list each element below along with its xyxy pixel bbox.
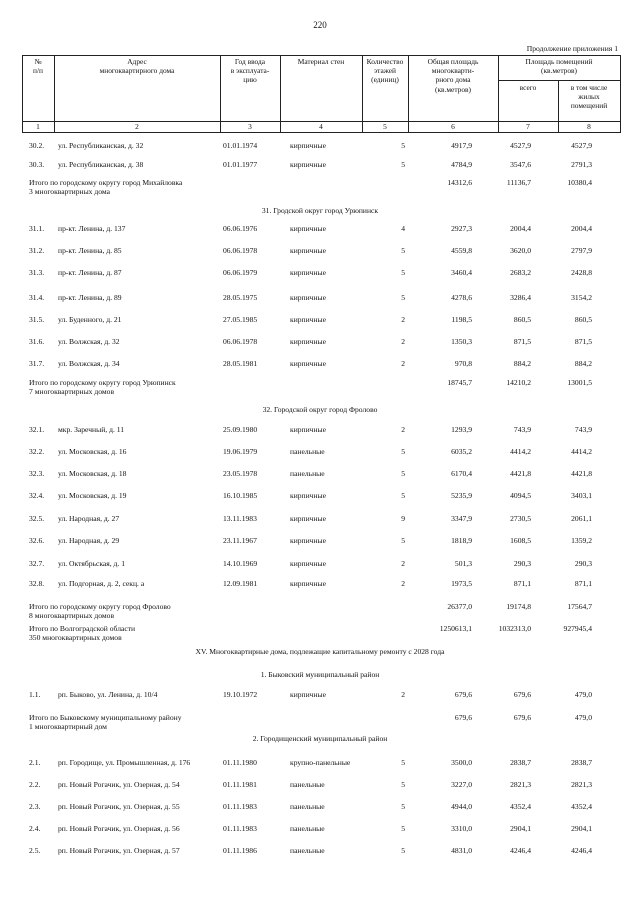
cell-address: ул. Московская, д. 16 [58, 447, 127, 456]
cell-address: рп. Новый Рогачик, ул. Озерная, д. 57 [58, 846, 180, 855]
cell-area-living: 2904,1 [571, 824, 592, 833]
table-row [0, 535, 640, 546]
cell-year: 28.05.1981 [223, 359, 258, 368]
page-number: 220 [313, 20, 327, 30]
cell-area-all: 4352,4 [510, 802, 531, 811]
cell-material: панельные [290, 846, 325, 855]
cell-total-area: 1293,9 [451, 425, 472, 434]
header-col-num: № п/п [33, 57, 43, 76]
total-area: 26377,0 [447, 602, 472, 611]
total-area: 679,6 [454, 713, 472, 722]
cell-area-living: 479,0 [574, 690, 592, 699]
cell-address: пр-кт. Ленина, д. 87 [58, 268, 122, 277]
cell-address: ул. Волжская, д. 34 [58, 359, 120, 368]
table-row [0, 159, 640, 170]
table-row [0, 823, 640, 834]
cell-material: панельные [290, 469, 325, 478]
cell-address: ул. Республиканская, д. 32 [58, 141, 144, 150]
cell-number: 30.3. [29, 160, 45, 169]
total-label-line1: Итого по Быковскому муниципальному району [29, 713, 182, 722]
total-label-line2: 1 многоквартирный дом [29, 722, 107, 731]
cell-number: 31.5. [29, 315, 45, 324]
cell-area-all: 4421,8 [510, 469, 531, 478]
cell-year: 23.05.1978 [223, 469, 258, 478]
table-row [0, 779, 640, 790]
section-heading: 31. Гродской округ город Урюпинск [261, 206, 379, 215]
cell-total-area: 6035,2 [451, 447, 472, 456]
cell-area-all: 2838,7 [510, 758, 531, 767]
table-row [0, 446, 640, 457]
header-num-6: 6 [451, 122, 455, 131]
cell-year: 13.11.1983 [223, 514, 257, 523]
cell-floors: 5 [401, 268, 405, 277]
cell-floors: 2 [401, 579, 405, 588]
cell-material: кирпичные [290, 514, 327, 523]
cell-number: 32.7. [29, 559, 45, 568]
cell-total-area: 4944,0 [451, 802, 472, 811]
total-label [29, 602, 171, 620]
cell-address: рп. Новый Рогачик, ул. Озерная, д. 55 [58, 802, 180, 811]
cell-area-living: 2004,4 [571, 224, 592, 233]
cell-floors: 2 [401, 690, 405, 699]
cell-total-area: 6170,4 [451, 469, 472, 478]
cell-area-all: 871,5 [513, 337, 531, 346]
header-num-7: 7 [526, 122, 530, 131]
cell-year: 06.06.1979 [223, 268, 258, 277]
total-label-line1: Итого по городскому округу город Фролово [29, 602, 171, 611]
header-num-1: 1 [36, 122, 40, 131]
cell-number: 31.3. [29, 268, 45, 277]
cell-year: 23.11.1967 [223, 536, 257, 545]
cell-year: 01.11.1986 [223, 846, 257, 855]
cell-year: 19.10.1972 [223, 690, 258, 699]
cell-area-living: 1359,2 [571, 536, 592, 545]
table-row [0, 245, 640, 256]
cell-area-all: 2821,3 [510, 780, 531, 789]
table-row [0, 845, 640, 856]
cell-number: 30.2. [29, 141, 45, 150]
cell-year: 16.10.1985 [223, 491, 258, 500]
cell-year: 01.01.1974 [223, 141, 258, 150]
cell-number: 31.7. [29, 359, 45, 368]
cell-area-all: 2904,1 [510, 824, 531, 833]
cell-total-area: 4278,6 [451, 293, 472, 302]
cell-year: 01.11.1981 [223, 780, 257, 789]
cell-floors: 5 [401, 780, 405, 789]
cell-address: ул. Московская, д. 19 [58, 491, 127, 500]
cell-material: кирпичные [290, 491, 327, 500]
cell-number: 31.2. [29, 246, 45, 255]
total-label [29, 624, 135, 642]
cell-floors: 5 [401, 447, 405, 456]
table-row [0, 689, 640, 700]
total-area-all: 19174,8 [506, 602, 531, 611]
cell-material: панельные [290, 447, 325, 456]
cell-area-all: 3286,4 [510, 293, 531, 302]
cell-number: 2.5. [29, 846, 41, 855]
cell-number: 32.8. [29, 579, 45, 588]
continuation-note: Продолжение приложения 1 [526, 44, 618, 53]
cell-floors: 4 [401, 224, 405, 233]
cell-floors: 2 [401, 425, 405, 434]
cell-address: рп. Городище, ул. Промышленная, д. 176 [58, 758, 191, 767]
cell-total-area: 3310,0 [451, 824, 472, 833]
table-row [0, 267, 640, 278]
cell-floors: 2 [401, 315, 405, 324]
cell-floors: 9 [401, 514, 405, 523]
total-area-living: 479,0 [574, 713, 592, 722]
total-label-line2: 3 многоквартирных дома [29, 187, 111, 196]
total-row [0, 713, 640, 731]
cell-material: кирпичные [290, 425, 327, 434]
cell-total-area: 3227,0 [451, 780, 472, 789]
cell-total-area: 4917,9 [451, 141, 472, 150]
header-col-floors: Количество этажей (единиц) [366, 57, 404, 85]
cell-area-all: 290,3 [513, 559, 531, 568]
total-label-line2: 8 многоквартирных домов [29, 611, 115, 620]
cell-area-living: 2821,3 [571, 780, 592, 789]
cell-address: ул. Народная, д. 29 [58, 536, 120, 545]
section-heading: 1. Быковский муниципальный район [260, 670, 380, 679]
cell-total-area: 3347,9 [451, 514, 472, 523]
cell-address: ул. Подгорная, д. 2, секц. а [58, 579, 145, 588]
cell-total-area: 1973,5 [451, 579, 472, 588]
cell-address: мкр. Заречный, д. 11 [58, 425, 125, 434]
table-row [0, 336, 640, 347]
table-row [0, 424, 640, 435]
cell-year: 01.11.1983 [223, 824, 257, 833]
cell-year: 25.09.1980 [223, 425, 258, 434]
table-row [0, 314, 640, 325]
header-num-3: 3 [248, 122, 252, 131]
cell-total-area: 970,8 [454, 359, 472, 368]
cell-address: ул. Октябрьская, д. 1 [58, 559, 126, 568]
cell-area-living: 871,1 [574, 579, 592, 588]
total-area-living: 17564,7 [567, 602, 592, 611]
total-label-line1: Итого по городскому округу город Урюпинск [29, 378, 176, 387]
cell-year: 06.06.1976 [223, 224, 258, 233]
cell-year: 14.10.1969 [223, 559, 258, 568]
total-label-line1: Итого по городскому округу город Михайловка [29, 178, 183, 187]
cell-area-living: 884,2 [574, 359, 592, 368]
table-row [0, 558, 640, 569]
cell-material: кирпичные [290, 268, 327, 277]
cell-material: кирпичные [290, 690, 327, 699]
cell-floors: 5 [401, 160, 405, 169]
header-col-year: Год ввода в эксплуата- цию [230, 57, 270, 85]
total-row [0, 602, 640, 620]
cell-area-living: 2797,9 [571, 246, 592, 255]
cell-floors: 5 [401, 293, 405, 302]
cell-total-area: 5235,9 [451, 491, 472, 500]
cell-floors: 5 [401, 141, 405, 150]
header-num-8: 8 [587, 122, 591, 131]
cell-material: кирпичные [290, 246, 327, 255]
header-col-address: Адрес многоквартирного дома [99, 57, 175, 76]
cell-number: 32.3. [29, 469, 45, 478]
cell-year: 01.01.1977 [223, 160, 258, 169]
cell-address: рп. Новый Рогачик, ул. Озерная, д. 56 [58, 824, 180, 833]
cell-address: рп. Быково, ул. Ленина, д. 10/4 [58, 690, 158, 699]
cell-floors: 2 [401, 559, 405, 568]
header-col-total-area: Общая площадь многокварти- рного дома (кв.метров) [427, 57, 479, 94]
total-area: 14312,6 [447, 178, 472, 187]
table-row [0, 468, 640, 479]
cell-total-area: 679,6 [454, 690, 472, 699]
cell-number: 31.6. [29, 337, 45, 346]
total-label-line2: 350 многоквартирных домов [29, 633, 122, 642]
total-area: 1250613,1 [439, 624, 472, 633]
header-num-5: 5 [383, 122, 387, 131]
cell-material: кирпичные [290, 536, 327, 545]
total-area-living: 10380,4 [567, 178, 592, 187]
cell-address: рп. Новый Рогачик, ул. Озерная, д. 54 [58, 780, 180, 789]
cell-area-living: 860,5 [574, 315, 592, 324]
cell-total-area: 4559,8 [451, 246, 472, 255]
cell-area-living: 2428,8 [571, 268, 592, 277]
cell-address: пр-кт. Ленина, д. 89 [58, 293, 122, 302]
cell-floors: 5 [401, 824, 405, 833]
cell-number: 31.4. [29, 293, 45, 302]
cell-address: ул. Народная, д. 27 [58, 514, 120, 523]
cell-number: 2.2. [29, 780, 41, 789]
cell-address: пр-кт. Ленина, д. 85 [58, 246, 122, 255]
total-area: 18745,7 [447, 378, 472, 387]
cell-material: кирпичные [290, 224, 327, 233]
cell-address: ул. Буденного, д. 21 [58, 315, 122, 324]
cell-material: кирпичные [290, 359, 327, 368]
cell-area-all: 871,1 [513, 579, 531, 588]
cell-year: 01.11.1980 [223, 758, 257, 767]
cell-area-all: 4246,4 [510, 846, 531, 855]
cell-area-living: 4352,4 [571, 802, 592, 811]
cell-year: 06.06.1978 [223, 246, 258, 255]
header-col-material: Материал стен [297, 57, 345, 66]
cell-total-area: 3460,4 [451, 268, 472, 277]
cell-area-living: 871,5 [574, 337, 592, 346]
table-row [0, 223, 640, 234]
table-row [0, 757, 640, 768]
cell-year: 27.05.1985 [223, 315, 258, 324]
section-heading: 2. Городищенский муниципальный район [252, 734, 388, 743]
cell-floors: 5 [401, 846, 405, 855]
cell-year: 12.09.1981 [223, 579, 258, 588]
cell-address: ул. Волжская, д. 32 [58, 337, 120, 346]
cell-total-area: 4831,0 [451, 846, 472, 855]
cell-material: кирпичные [290, 559, 327, 568]
total-label [29, 178, 182, 196]
total-row [0, 378, 640, 396]
header-col-premises-area: Площадь помещений (кв.метров) [525, 57, 593, 76]
cell-area-all: 4527,9 [510, 141, 531, 150]
cell-area-all: 2683,2 [510, 268, 531, 277]
total-row [0, 624, 640, 642]
table-row [0, 513, 640, 524]
cell-total-area: 501,3 [454, 559, 472, 568]
section-heading: 32. Городской округ город Фролово [262, 405, 378, 414]
total-area-living: 13001,5 [567, 378, 592, 387]
table-row [0, 140, 640, 151]
total-area-all: 679,6 [513, 713, 531, 722]
cell-material: панельные [290, 780, 325, 789]
cell-area-living: 290,3 [574, 559, 592, 568]
cell-year: 28.05.1975 [223, 293, 258, 302]
cell-floors: 5 [401, 758, 405, 767]
cell-material: панельные [290, 824, 325, 833]
cell-total-area: 2927,3 [451, 224, 472, 233]
cell-total-area: 1198,5 [451, 315, 472, 324]
total-label-line2: 7 многоквартирных домов [29, 387, 115, 396]
cell-address: ул. Московская, д. 18 [58, 469, 127, 478]
header-col-all: всего [519, 83, 537, 92]
cell-number: 1.1. [29, 690, 41, 699]
cell-area-living: 2061,1 [571, 514, 592, 523]
cell-number: 32.2. [29, 447, 45, 456]
cell-total-area: 1350,3 [451, 337, 472, 346]
total-label [29, 378, 176, 396]
cell-year: 06.06.1978 [223, 337, 258, 346]
header-num-2: 2 [135, 122, 139, 131]
cell-material: панельные [290, 802, 325, 811]
cell-area-living: 2791,3 [571, 160, 592, 169]
cell-floors: 5 [401, 536, 405, 545]
cell-area-all: 743,9 [513, 425, 531, 434]
cell-area-living: 3403,1 [571, 491, 592, 500]
cell-floors: 2 [401, 359, 405, 368]
cell-area-all: 2730,5 [510, 514, 531, 523]
header-num-4: 4 [319, 122, 323, 131]
section-heading: XV. Многоквартирные дома, подлежащие капитальному ремонту с 2028 года [195, 647, 445, 656]
cell-material: кирпичные [290, 293, 327, 302]
cell-total-area: 3500,0 [451, 758, 472, 767]
cell-material: кирпичные [290, 579, 327, 588]
cell-area-living: 743,9 [574, 425, 592, 434]
cell-year: 19.06.1979 [223, 447, 258, 456]
table-row [0, 490, 640, 501]
cell-material: крупно-панельные [290, 758, 351, 767]
total-label [29, 713, 182, 731]
table-row [0, 292, 640, 303]
cell-area-all: 1608,5 [510, 536, 531, 545]
cell-area-all: 4414,2 [510, 447, 531, 456]
cell-area-all: 860,5 [513, 315, 531, 324]
total-area-all: 1032313,0 [498, 624, 531, 633]
cell-area-all: 3547,6 [510, 160, 531, 169]
total-area-all: 14210,2 [506, 378, 531, 387]
cell-area-all: 884,2 [513, 359, 531, 368]
cell-number: 32.5. [29, 514, 45, 523]
cell-area-all: 679,6 [513, 690, 531, 699]
cell-material: кирпичные [290, 141, 327, 150]
cell-area-all: 2004,4 [510, 224, 531, 233]
table-header [22, 55, 620, 133]
cell-number: 32.6. [29, 536, 45, 545]
total-area-all: 11136,7 [506, 178, 531, 187]
table-row [0, 358, 640, 369]
header-col-living: в том числе жилых помещений [570, 83, 608, 111]
cell-floors: 5 [401, 802, 405, 811]
cell-address: ул. Республиканская, д. 38 [58, 160, 144, 169]
cell-area-all: 3620,0 [510, 246, 531, 255]
cell-area-living: 2838,7 [571, 758, 592, 767]
cell-floors: 5 [401, 491, 405, 500]
cell-number: 31.1. [29, 224, 45, 233]
cell-area-living: 4527,9 [571, 141, 592, 150]
cell-material: кирпичные [290, 160, 327, 169]
total-label-line1: Итого по Волгоградской области [29, 624, 136, 633]
cell-number: 32.1. [29, 425, 45, 434]
cell-area-all: 4094,5 [510, 491, 531, 500]
cell-number: 2.4. [29, 824, 41, 833]
cell-floors: 2 [401, 337, 405, 346]
cell-area-living: 4421,8 [571, 469, 592, 478]
total-area-living: 927945,4 [563, 624, 592, 633]
cell-floors: 5 [401, 469, 405, 478]
cell-number: 32.4. [29, 491, 45, 500]
cell-material: кирпичные [290, 337, 327, 346]
table-row [0, 801, 640, 812]
cell-total-area: 4784,9 [451, 160, 472, 169]
cell-area-living: 4246,4 [571, 846, 592, 855]
cell-area-living: 4414,2 [571, 447, 592, 456]
total-row [0, 178, 640, 196]
cell-number: 2.1. [29, 758, 41, 767]
cell-area-living: 3154,2 [571, 293, 592, 302]
table-row [0, 578, 640, 589]
cell-number: 2.3. [29, 802, 41, 811]
cell-floors: 5 [401, 246, 405, 255]
cell-total-area: 1818,9 [451, 536, 472, 545]
cell-material: кирпичные [290, 315, 327, 324]
cell-address: пр-кт. Ленина, д. 137 [58, 224, 126, 233]
cell-year: 01.11.1983 [223, 802, 257, 811]
